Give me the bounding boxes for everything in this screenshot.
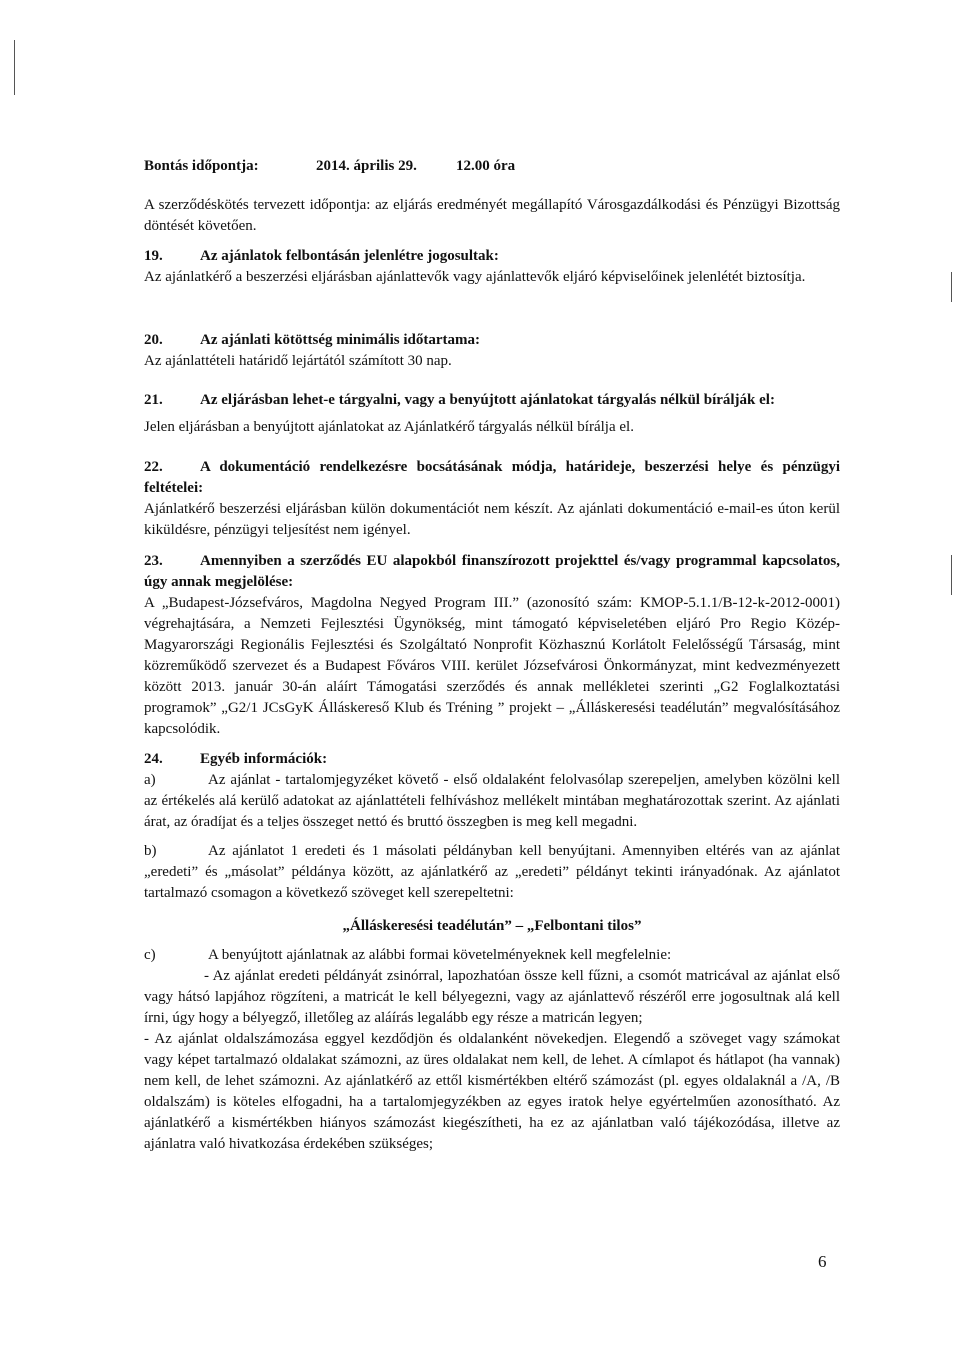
scan-edge-line bbox=[951, 555, 952, 595]
bontas-date: 2014. április 29. bbox=[316, 158, 417, 174]
section-24 bbox=[144, 749, 840, 1155]
section-19-number: 19. bbox=[144, 248, 163, 264]
bontas-line bbox=[144, 156, 840, 177]
section-23 bbox=[144, 551, 840, 740]
section-20-text: Az ajánlattételi határidő lejártától számított 30 nap. bbox=[144, 353, 452, 369]
section-24-heading bbox=[144, 749, 840, 770]
item-a-text: Az ajánlat - tartalomjegyzéket követő - első oldalaként felolvasólap szerepeljen, amelyben közölni kell az értékelés alá kerülő adatokat az ajánlattételi felhíváshoz mellékelt mintában meghatározottak szerint. Az ajánlati árat, az óradíjat és a teljes összeget nettó és bruttó összegben is meg kell megadni. bbox=[144, 772, 840, 830]
section-22-title: A dokumentáció rendelkezésre bocsátásának módja, határideje, beszerzési helye és pénzügyi feltételei: bbox=[144, 459, 840, 496]
section-23-heading bbox=[144, 551, 840, 593]
section-19-text: Az ajánlatkérő a beszerzési eljárásban ajánlattevők vagy ajánlattevők eljáró képviselőinek jelenlétét biztosítja. bbox=[144, 269, 806, 285]
scan-edge-line bbox=[951, 272, 952, 302]
section-22-heading bbox=[144, 457, 840, 499]
section-24-title: Egyéb információk: bbox=[200, 751, 328, 767]
section-22-number: 22. bbox=[144, 459, 163, 475]
section-19-title: Az ajánlatok felbontásán jelenlétre jogosultak: bbox=[200, 248, 499, 264]
item-b-label: b) bbox=[144, 843, 157, 859]
item-a-label: a) bbox=[144, 772, 156, 788]
section-22 bbox=[144, 457, 840, 541]
item-a bbox=[144, 770, 840, 833]
page-number: 6 bbox=[818, 1252, 827, 1271]
section-21-heading bbox=[144, 390, 840, 411]
section-20-title: Az ajánlati kötöttség minimális időtartama: bbox=[200, 332, 480, 348]
szerzodes-paragraph: A szerződéskötés tervezett időpontja: az eljárás eredményét megállapító Városgazdálkodási és Pénzügyi Bizottság döntését követően. bbox=[144, 197, 840, 234]
section-20-number: 20. bbox=[144, 332, 163, 348]
section-20-heading bbox=[144, 330, 840, 351]
section-21-title: Az eljárásban lehet-e tárgyalni, vagy a benyújtott ajánlatokat tárgyalás nélkül bírálják el: bbox=[200, 392, 775, 408]
item-c-paragraph-2: - Az ajánlat oldalszámozása eggyel kezdődjön és oldalanként növekedjen. Elegendő a szöveget vagy számokat vagy képet tartalmazó oldalakat számozni, az üres oldalakat nem kell, de lehet. A címlapot és hátlapot (ha vannak) nem kell, de lehet számozni. Az ajánlatkérő az ettől kismértékben eltérő számozást (pl. egyes oldalaknál a /A, /B oldalszám) is köteles elfogadni, ha a tartalomjegyzékben az egyes iratok helye egyértelműen azonosítható. Az ajánlatkérő a kismértékben hiányos számozást kiegészítheti, ha ez az ajánlatban való tájékozódása, illetve az ajánlatra való hivatkozása érdekében szükséges; bbox=[144, 1031, 840, 1152]
section-19 bbox=[144, 246, 840, 288]
item-b bbox=[144, 841, 840, 904]
section-21-text: Jelen eljárásban a benyújtott ajánlatokat az Ajánlatkérő tárgyalás nélkül bírálja el. bbox=[144, 419, 634, 435]
scan-edge-line bbox=[14, 40, 15, 95]
section-19-heading bbox=[144, 246, 840, 267]
section-23-text: A „Budapest-Józsefváros, Magdolna Negyed Program III.” (azonosító szám: KMOP-5.1.1/B-12-k-2012-0001) végrehajtására, a Nemzeti Fejlesztési Ügynökség, mint támogató képviseletében eljáró Pro Regio Közép-Magyarországi Regionális Fejlesztési és Szolgáltató Nonprofit Közhasznú Korlátolt Felelősségű Társaság, mint közreműködő szervezet és a Budapest Főváros VIII. kerület Józsefvárosi Önkormányzat, mint kedvezményezett között 2013. január 30-án aláírt Támogatási szerződés és annak mellékletei szerinti „G2 Foglalkoztatási programok” „G2/1 JCsGyK Álláskereső Klub és Tréning ” projekt – „Álláskeresési teadélután” megvalósításához kapcsolódik. bbox=[144, 595, 840, 737]
item-c-intro: A benyújtott ajánlatnak az alábbi formai követelményeknek kell megfelelnie: bbox=[208, 947, 672, 963]
item-c bbox=[144, 945, 840, 966]
envelope-label: „Álláskeresési teadélután” – „Felbontani tilos” bbox=[342, 918, 642, 934]
section-23-number: 23. bbox=[144, 553, 163, 569]
section-21-number: 21. bbox=[144, 392, 163, 408]
section-21 bbox=[144, 390, 840, 438]
bontas-label: Bontás időpontja: bbox=[144, 158, 259, 174]
item-c-label: c) bbox=[144, 947, 156, 963]
item-c-paragraph-1: - Az ajánlat eredeti példányát zsinórral, lapozhatóan össze kell fűzni, a csomót matricával az ajánlat első vagy hátsó lapjához rögzíteni, a matricát le kell bélyegezni, vagy az ajánlattevő részéről erre jogosultnak alá kell írni, úgy hogy a bélyegző, illetőleg az aláírás legalább egy része a matricán legyen; bbox=[144, 968, 840, 1026]
section-24-number: 24. bbox=[144, 751, 163, 767]
item-b-text: Az ajánlatot 1 eredeti és 1 másolati példányban kell benyújtani. Amennyiben eltérés van az ajánlat „eredeti” és „másolat” példánya között, az ajánlatkérő az „eredeti” példányt tekinti irányadónak. Az ajánlatot tartalmazó csomagon a következő szöveget kell szerepeltetni: bbox=[144, 843, 840, 901]
bontas-time: 12.00 óra bbox=[456, 158, 516, 174]
section-20 bbox=[144, 330, 840, 372]
section-23-title: Amennyiben a szerződés EU alapokból finanszírozott projekttel és/vagy programmal kapcsolatos, úgy annak megjelölése: bbox=[144, 553, 840, 590]
section-22-text: Ajánlatkérő beszerzési eljárásban külön dokumentációt nem készít. Az ajánlati dokumentáció e-mail-es úton kerül kiküldésre, pénzügyi teljesítést nem igényel. bbox=[144, 501, 840, 538]
